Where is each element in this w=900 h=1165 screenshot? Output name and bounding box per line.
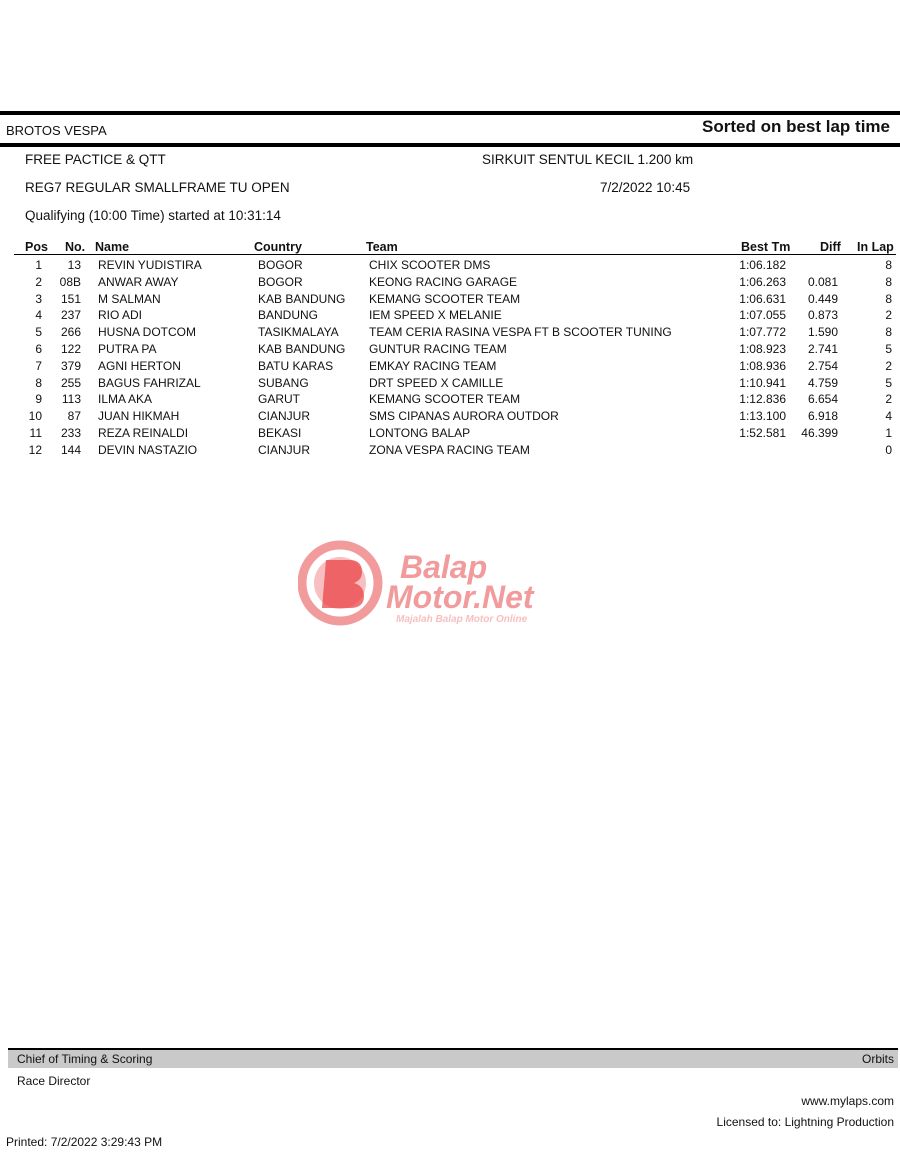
cell-pos: 4 xyxy=(35,308,42,323)
balapmotor-watermark-logo xyxy=(298,538,603,628)
watermark-line2: Motor.Net xyxy=(386,579,534,615)
cell-country: BOGOR xyxy=(258,274,303,289)
cell-no: 151 xyxy=(60,291,81,306)
cell-team: KEMANG SCOOTER TEAM xyxy=(369,392,521,407)
cell-team: DRT SPEED X CAMILLE xyxy=(369,375,504,390)
cell-team: CHIX SCOOTER DMS xyxy=(369,258,491,272)
watermark-line1: Balap xyxy=(400,549,488,585)
chief-of-timing-label: Chief of Timing & Scoring xyxy=(17,1052,153,1066)
cell-country: BOGOR xyxy=(258,258,303,272)
cell-best: 1:13.100 xyxy=(739,409,786,424)
cell-name: PUTRA PA xyxy=(98,342,157,356)
cell-diff: 2.754 xyxy=(807,358,838,373)
cell-team: LONTONG BALAP xyxy=(369,426,471,440)
cell-inlap: 5 xyxy=(885,375,892,390)
cell-best: 1:06.631 xyxy=(739,291,786,306)
cell-diff: 0.081 xyxy=(807,274,838,289)
printed-timestamp: Printed: 7/2/2022 3:29:43 PM xyxy=(6,1135,163,1149)
cell-best: 1:06.263 xyxy=(739,274,786,289)
circuit-name: SIRKUIT SENTUL KECIL 1.200 km xyxy=(482,152,694,167)
cell-country: BEKASI xyxy=(258,426,302,440)
cell-country: GARUT xyxy=(258,392,300,407)
cell-team: KEONG RACING GARAGE xyxy=(369,274,518,289)
cell-best: 1:07.055 xyxy=(739,308,786,323)
cell-pos: 11 xyxy=(29,426,42,440)
cell-diff: 46.399 xyxy=(801,426,838,440)
cell-country: SUBANG xyxy=(258,375,309,390)
orbits-label: Orbits xyxy=(861,1052,894,1066)
class-name: REG7 REGULAR SMALLFRAME TU OPEN xyxy=(25,180,290,195)
cell-name: RIO ADI xyxy=(98,308,143,323)
cell-diff: 2.741 xyxy=(807,342,838,356)
cell-diff: 4.759 xyxy=(807,375,838,390)
cell-no: 266 xyxy=(60,325,81,340)
cell-best: 1:52.581 xyxy=(739,426,786,440)
cell-no: 87 xyxy=(67,409,81,424)
cell-country: CIANJUR xyxy=(258,442,311,457)
session-datetime: 7/2/2022 10:45 xyxy=(600,180,691,195)
cell-team: KEMANG SCOOTER TEAM xyxy=(369,291,521,306)
cell-name: HUSNA DOTCOM xyxy=(98,325,197,340)
event-title: BROTOS VESPA xyxy=(6,123,107,138)
cell-diff: 0.873 xyxy=(807,308,838,323)
header-rule xyxy=(0,143,900,147)
table-header-rule xyxy=(14,254,896,255)
col-header-pos: Pos xyxy=(25,240,48,254)
qualifying-info: Qualifying (10:00 Time) started at 10:31:14 xyxy=(25,208,281,223)
cell-pos: 3 xyxy=(35,291,42,306)
cell-country: TASIKMALAYA xyxy=(258,325,339,340)
license-label: Licensed to: Lightning Production xyxy=(716,1115,894,1129)
cell-pos: 8 xyxy=(35,375,42,390)
cell-country: KAB BANDUNG xyxy=(258,291,346,306)
cell-name: AGNI HERTON xyxy=(98,358,181,373)
cell-pos: 7 xyxy=(35,358,42,373)
col-header-best-time: Best Tm xyxy=(741,240,791,254)
cell-no: 233 xyxy=(60,426,81,440)
cell-no: 379 xyxy=(60,358,81,373)
cell-best: 1:10.941 xyxy=(739,375,786,390)
cell-team: GUNTUR RACING TEAM xyxy=(369,342,507,356)
cell-pos: 2 xyxy=(35,274,42,289)
cell-team: TEAM CERIA RASINA VESPA FT B SCOOTER TUNING xyxy=(369,325,672,340)
cell-inlap: 0 xyxy=(885,442,892,457)
col-header-team: Team xyxy=(366,240,398,254)
col-header-in-lap: In Lap xyxy=(857,240,894,254)
cell-best: 1:08.936 xyxy=(739,358,786,373)
cell-inlap: 2 xyxy=(885,358,892,373)
cell-inlap: 8 xyxy=(885,325,892,340)
cell-diff: 0.449 xyxy=(807,291,838,306)
cell-country: BANDUNG xyxy=(258,308,319,323)
col-header-country: Country xyxy=(254,240,302,254)
cell-team: SMS CIPANAS AURORA OUTDOR xyxy=(369,409,559,424)
cell-inlap: 5 xyxy=(885,342,892,356)
cell-name: JUAN HIKMAH xyxy=(98,409,180,424)
col-header-diff: Diff xyxy=(820,240,841,254)
cell-inlap: 8 xyxy=(885,274,892,289)
top-rule xyxy=(0,111,900,115)
cell-pos: 5 xyxy=(35,325,42,340)
race-director-label: Race Director xyxy=(17,1074,91,1088)
cell-team: EMKAY RACING TEAM xyxy=(369,358,497,373)
cell-country: KAB BANDUNG xyxy=(258,342,346,356)
cell-no: 13 xyxy=(67,258,81,272)
cell-inlap: 2 xyxy=(885,392,892,407)
cell-pos: 12 xyxy=(28,442,42,457)
cell-name: ILMA AKA xyxy=(98,392,153,407)
cell-diff: 6.654 xyxy=(807,392,838,407)
cell-name: M SALMAN xyxy=(98,291,161,306)
cell-team: ZONA VESPA RACING TEAM xyxy=(369,442,530,457)
watermark-tagline: Majalah Balap Motor Online xyxy=(396,614,528,625)
cell-name: DEVIN NASTAZIO xyxy=(98,442,198,457)
cell-pos: 9 xyxy=(35,392,42,407)
cell-pos: 10 xyxy=(28,409,42,424)
cell-diff: 6.918 xyxy=(807,409,838,424)
cell-inlap: 1 xyxy=(885,426,892,440)
cell-inlap: 2 xyxy=(885,308,892,323)
session-name: FREE PACTICE & QTT xyxy=(25,152,166,167)
cell-no: 122 xyxy=(60,342,81,356)
cell-no: 144 xyxy=(60,442,81,457)
cell-no: 237 xyxy=(60,308,81,323)
cell-best: 1:12.836 xyxy=(739,392,786,407)
cell-name: BAGUS FAHRIZAL xyxy=(98,375,201,390)
cell-best: 1:06.182 xyxy=(739,258,786,272)
cell-no: 255 xyxy=(60,375,81,390)
cell-inlap: 8 xyxy=(885,291,892,306)
col-header-no: No. xyxy=(65,240,86,254)
cell-country: CIANJUR xyxy=(258,409,311,424)
cell-best: 1:08.923 xyxy=(739,342,786,356)
cell-country: BATU KARAS xyxy=(258,358,334,373)
cell-name: REZA REINALDI xyxy=(98,426,189,440)
cell-no: 08B xyxy=(59,274,81,289)
sort-label: Sorted on best lap time xyxy=(702,117,890,136)
cell-no: 113 xyxy=(61,392,81,407)
cell-pos: 6 xyxy=(35,342,42,356)
col-header-name: Name xyxy=(95,240,130,254)
cell-pos: 1 xyxy=(35,258,42,272)
cell-name: ANWAR AWAY xyxy=(98,274,179,289)
cell-name: REVIN YUDISTIRA xyxy=(98,258,202,272)
cell-best: 1:07.772 xyxy=(739,325,786,340)
cell-inlap: 4 xyxy=(885,409,892,424)
cell-team: IEM SPEED X MELANIE xyxy=(369,308,502,323)
cell-diff: 1.590 xyxy=(807,325,838,340)
website-link[interactable]: www.mylaps.com xyxy=(801,1094,894,1108)
cell-inlap: 8 xyxy=(885,258,892,272)
